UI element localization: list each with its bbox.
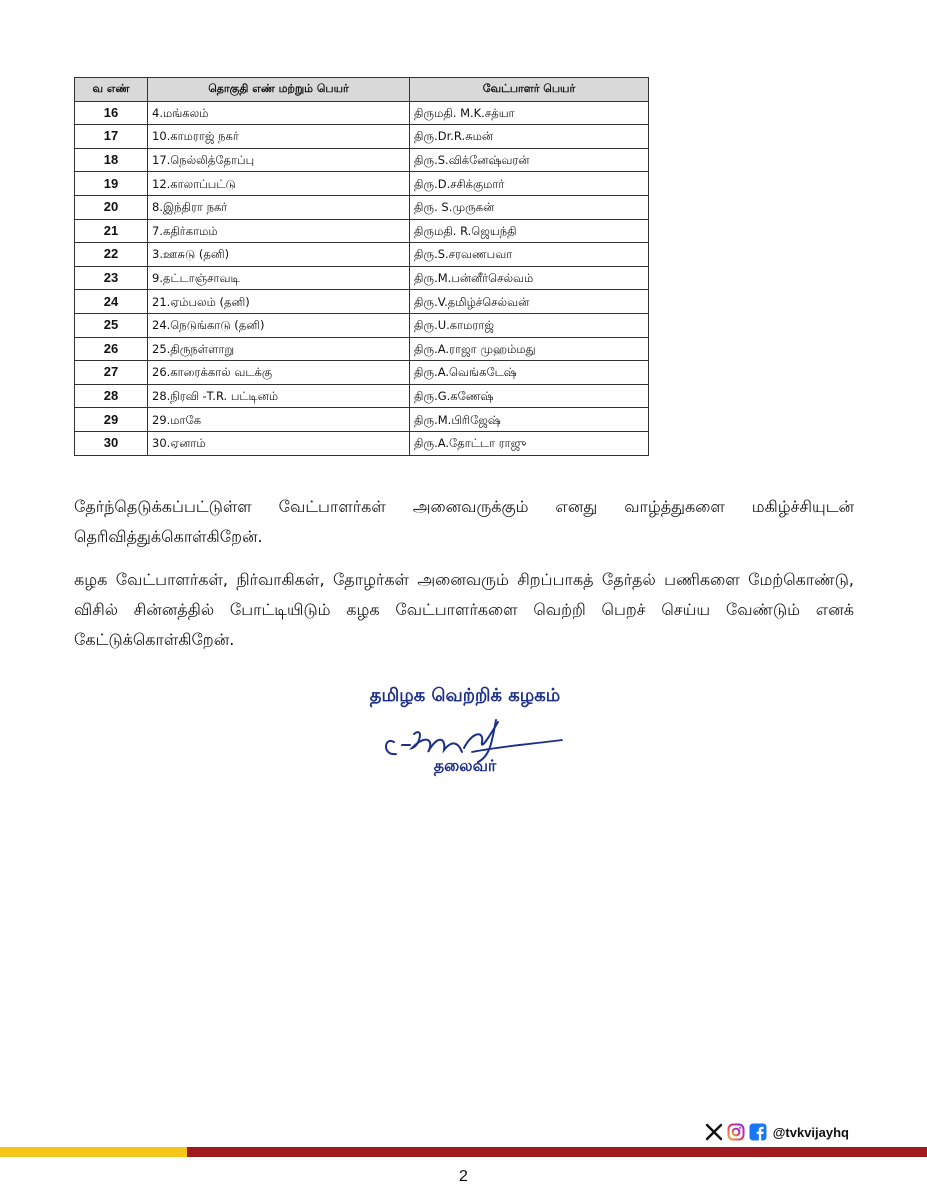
table-row: [75, 337, 649, 361]
candidate-cell: திரு.G.கணேஷ்: [410, 384, 649, 408]
table-row: [75, 361, 649, 385]
constituency-cell: 26.காரைக்கால் வடக்கு: [148, 361, 410, 385]
constituency-cell: 9.தட்டாஞ்சாவடி: [148, 266, 410, 290]
table-row: [75, 101, 649, 125]
candidate-cell: திரு.M.பன்னீர்செல்வம்: [410, 266, 649, 290]
constituency-cell: 25.திருநள்ளாறு: [148, 337, 410, 361]
candidate-cell: திரு.M.பிரிஜேஷ்: [410, 408, 649, 432]
constituency-cell: 17.நெல்லித்தோப்பு: [148, 148, 410, 172]
page-number: 2: [459, 1168, 468, 1185]
header-candidate: வேட்பாளர் பெயர்: [410, 78, 649, 102]
serial-cell: 22: [75, 243, 148, 267]
candidate-cell: திரு.Dr.R.சுமன்: [410, 125, 649, 149]
serial-cell: 29: [75, 408, 148, 432]
constituency-cell: 29.மாகே: [148, 408, 410, 432]
facebook-icon[interactable]: [749, 1123, 767, 1141]
candidate-cell: திரு.A.வெங்கடேஷ்: [410, 361, 649, 385]
candidate-cell: திரு.V.தமிழ்ச்செல்வன்: [410, 290, 649, 314]
greeting-paragraph: தேர்ந்தெடுக்கப்பட்டுள்ள வேட்பாளர்கள் அனைவருக்கும் எனது வாழ்த்துகளை மகிழ்ச்சியுடன் தெரிவித்துக்கொள்கிறேன்.: [74, 497, 854, 546]
header-constituency: தொகுதி எண் மற்றும் பெயர்: [148, 78, 410, 102]
constituency-cell: 12.காலாப்பட்டு: [148, 172, 410, 196]
serial-cell: 17: [75, 125, 148, 149]
table-header-row: [75, 78, 649, 102]
table-row: [75, 219, 649, 243]
table-row: [75, 148, 649, 172]
candidate-cell: திரு.S.சரவணபவா: [410, 243, 649, 267]
table-row: [75, 172, 649, 196]
table-row: [75, 195, 649, 219]
table-row: [75, 290, 649, 314]
serial-cell: 25: [75, 313, 148, 337]
constituency-cell: 3.ஊசுடு (தனி): [148, 243, 410, 267]
constituency-cell: 28.நிரவி -T.R. பட்டினம்: [148, 384, 410, 408]
candidate-cell: திரு.A.தோட்டா ராஜு: [410, 431, 649, 455]
constituency-cell: 10.காமராஜ் நகர்: [148, 125, 410, 149]
footer-bar-yellow: [0, 1147, 187, 1157]
candidate-cell: திரு.D.சசிக்குமார்: [410, 172, 649, 196]
table-row: [75, 266, 649, 290]
social-handle[interactable]: @tvkvijayhq: [772, 1124, 849, 1140]
serial-cell: 16: [75, 101, 148, 125]
footer-bar-red: [187, 1147, 927, 1157]
candidate-cell: திருமதி. M.K.சத்யா: [410, 101, 649, 125]
constituency-cell: 7.கதிர்காமம்: [148, 219, 410, 243]
table-row: [75, 408, 649, 432]
serial-cell: 26: [75, 337, 148, 361]
serial-cell: 20: [75, 195, 148, 219]
x-icon[interactable]: [705, 1123, 723, 1141]
header-serial: வ எண்: [75, 78, 148, 102]
serial-cell: 21: [75, 219, 148, 243]
appeal-paragraph: கழக வேட்பாளர்கள், நிர்வாகிகள், தோழர்கள் அனைவரும் சிறப்பாகத் தேர்தல் பணிகளை மேற்கொண்டு, விசில் சின்னத்தில் போட்டியிடும் கழக வேட்பாளர்களை வெற்றி பெறச் செய்ய வேண்டும் எனக் கேட்டுக்கொள்கிறேன்.: [74, 570, 854, 649]
candidate-cell: திருமதி. R.ஜெயந்தி: [410, 219, 649, 243]
social-links: [705, 1120, 849, 1144]
candidate-cell: திரு. S.முருகன்: [410, 195, 649, 219]
candidate-table: [74, 77, 649, 456]
serial-cell: 30: [75, 431, 148, 455]
serial-cell: 19: [75, 172, 148, 196]
constituency-cell: 24.நெடுங்காடு (தனி): [148, 313, 410, 337]
constituency-cell: 4.மங்கலம்: [148, 101, 410, 125]
table-row: [75, 313, 649, 337]
candidate-cell: திரு.A.ராஜா முஹம்மது: [410, 337, 649, 361]
table-row: [75, 431, 649, 455]
candidate-cell: திரு.U.காமராஜ்: [410, 313, 649, 337]
serial-cell: 28: [75, 384, 148, 408]
serial-cell: 27: [75, 361, 148, 385]
constituency-cell: 21.ஏம்பலம் (தனி): [148, 290, 410, 314]
serial-cell: 24: [75, 290, 148, 314]
constituency-cell: 30.ஏனாம்: [148, 431, 410, 455]
candidate-cell: திரு.S.விக்னேஷ்வரன்: [410, 148, 649, 172]
serial-cell: 18: [75, 148, 148, 172]
signatory-role: தலைவர்: [433, 756, 497, 775]
constituency-cell: 8.இந்திரா நகர்: [148, 195, 410, 219]
table-row: [75, 125, 649, 149]
party-name: தமிழக வெற்றிக் கழகம்: [369, 685, 561, 706]
table-row: [75, 243, 649, 267]
serial-cell: 23: [75, 266, 148, 290]
instagram-icon[interactable]: [727, 1123, 745, 1141]
table-row: [75, 384, 649, 408]
